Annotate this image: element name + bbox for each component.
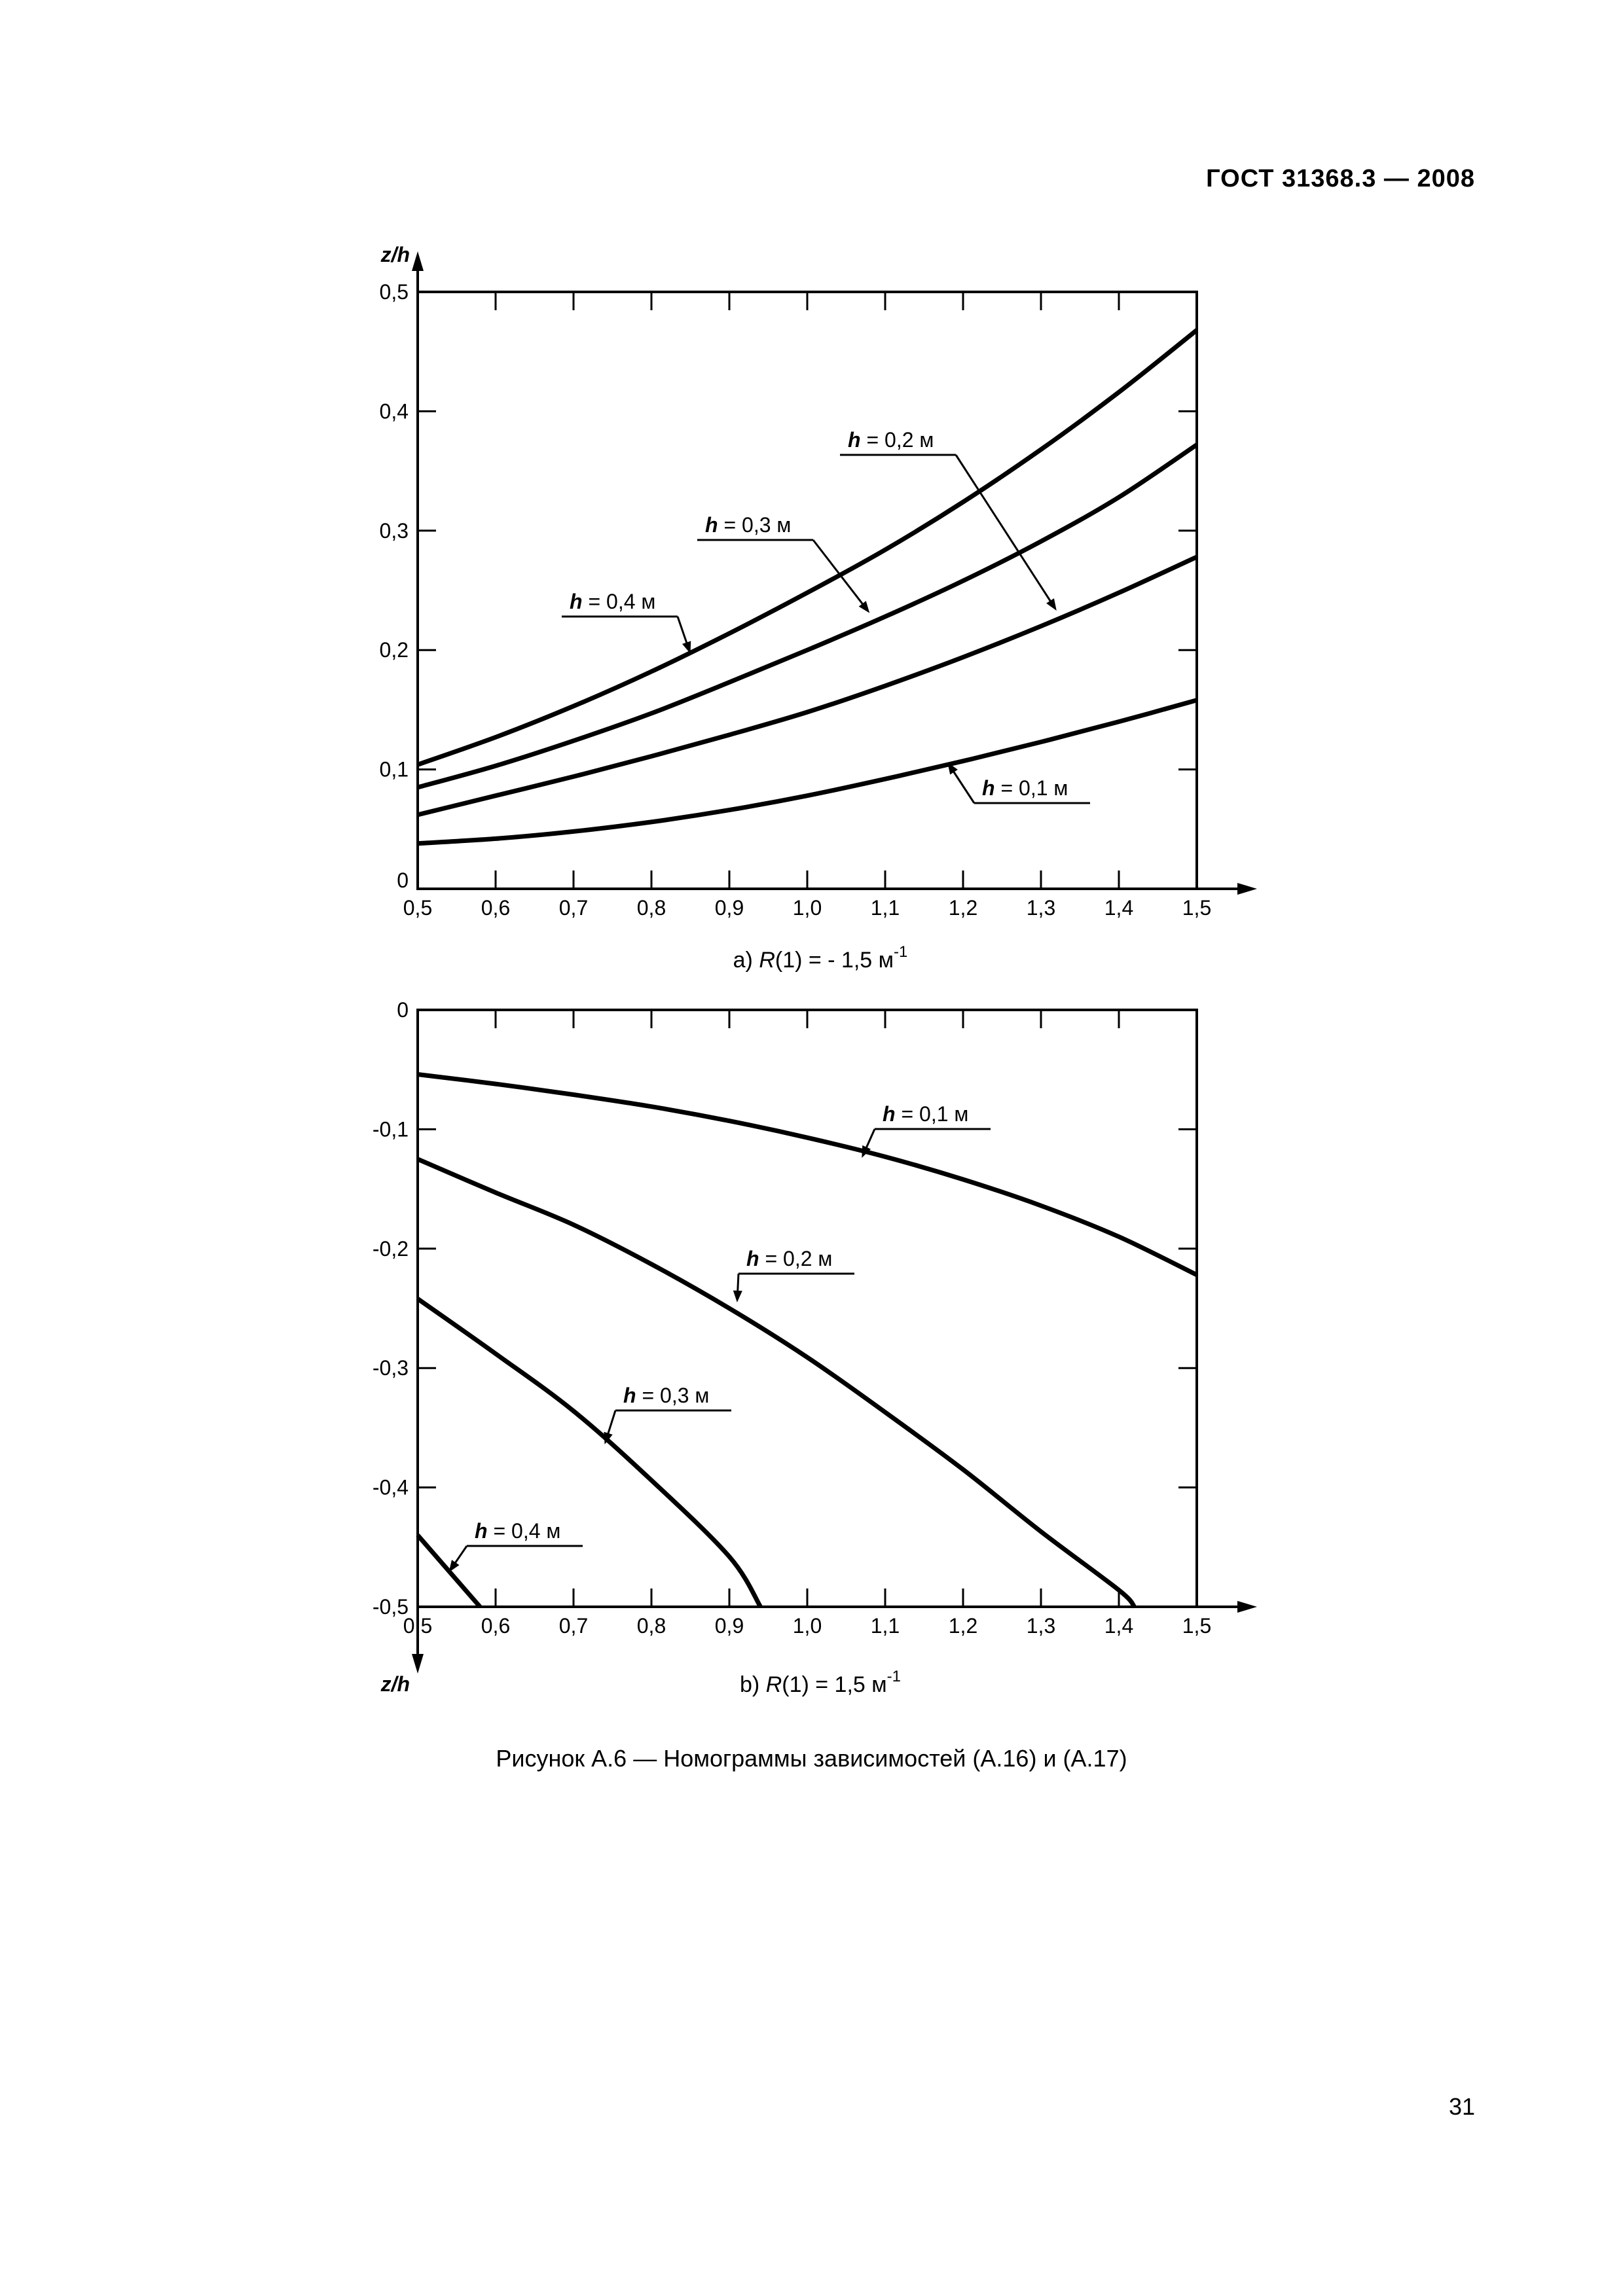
x-tick-label: 0,5 [403,1614,433,1638]
x-tick-label: 1,2 [948,1614,978,1638]
series-line [418,557,1197,815]
x-tick-label: 0,9 [714,1614,744,1638]
leader-arrow-icon [1046,598,1057,611]
y-tick-label: 0,4 [379,399,409,423]
y-tick-label: -0,4 [372,1475,409,1499]
series-line [418,1075,1197,1275]
y-tick-label: -0,5 [372,1595,409,1619]
x-tick-label: 1,0 [792,1614,822,1638]
y-axis-arrow-icon [412,1654,424,1674]
leader-arrow-icon [449,1560,460,1572]
x-tick-label: 1,2 [948,896,978,920]
y-axis-name: z/h [380,243,410,266]
curve-label: h = 0,4 м [570,590,656,613]
x-tick-label: 0,7 [558,896,589,920]
x-tick-label: 1,4 [1104,1614,1134,1638]
y-tick-label: -0,1 [372,1117,409,1141]
curve-label: h = 0,3 м [705,513,792,537]
chart-panel-b [373,998,1257,1697]
leader-line [953,770,974,803]
curve-label: h = 0,1 м [883,1102,969,1126]
x-tick-label: 0,8 [636,896,666,920]
y-tick-label: 0 [397,998,409,1022]
x-axis-arrow-icon [1237,883,1257,895]
series-line [418,445,1197,788]
y-axis-arrow-icon [412,251,424,271]
panel-caption: a) R(1) = - 1,5 $м^{-1}$ [733,943,908,973]
x-tick-label: 0,7 [558,1614,589,1638]
curve-label: h = 0,2 м [746,1247,833,1270]
y-tick-label: 0,5 [379,280,409,304]
y-tick-label: 0,2 [379,638,409,662]
curve-label: h = 0,1 м [982,776,1068,800]
document-code: ГОСТ 31368.3 — 2008 [1206,165,1475,192]
leader-line [866,1129,875,1149]
y-tick-label: 0,1 [379,757,409,781]
curve-label: h = 0,4 м [475,1519,561,1543]
y-tick-label: 0 [397,869,409,892]
x-tick-label: 1,5 [1182,1614,1212,1638]
x-tick-label: 0,9 [714,896,744,920]
leader-arrow-icon [682,641,691,653]
series-line [418,330,1197,764]
curve-label: h = 0,3 м [623,1384,710,1407]
x-tick-label: 1,1 [870,1614,900,1638]
x-axis-arrow-icon [1237,1601,1257,1613]
x-tick-label: 0,8 [636,1614,666,1638]
x-tick-label: 0,6 [481,896,511,920]
y-tick-label: -0,2 [372,1236,409,1261]
x-tick-label: 1,3 [1026,896,1056,920]
x-tick-label: 1,3 [1026,1614,1056,1638]
x-tick-label: 1,4 [1104,896,1134,920]
y-tick-label: -0,3 [372,1356,409,1380]
leader-line [813,540,864,606]
page-number: 31 [1448,2093,1475,2120]
y-axis-name: z/h [380,1672,410,1696]
figure-caption: Рисунок А.6 — Номограммы зависимостей (А.16) и (А.17) [496,1745,1127,1772]
leader-arrow-icon [859,601,870,613]
x-tick-label: 1,5 [1182,896,1212,920]
leader-line [608,1410,615,1436]
leader-arrow-icon [733,1291,742,1302]
series-line [418,1299,761,1607]
chart-panel-a [380,243,1257,973]
x-tick-label: 1,0 [792,896,822,920]
x-tick-label: 1,1 [870,896,900,920]
x-tick-label: 0,6 [481,1614,511,1638]
x-tick-label: 0,5 [403,896,433,920]
plot-frame [418,1010,1197,1607]
y-tick-label: 0,3 [379,518,409,543]
leader-line [454,1546,467,1565]
leader-line [678,617,687,645]
panel-caption: b) R(1) = 1,5 $м^{-1}$ [740,1668,901,1697]
leader-line [738,1274,739,1293]
curve-label: h = 0,2 м [848,428,934,452]
